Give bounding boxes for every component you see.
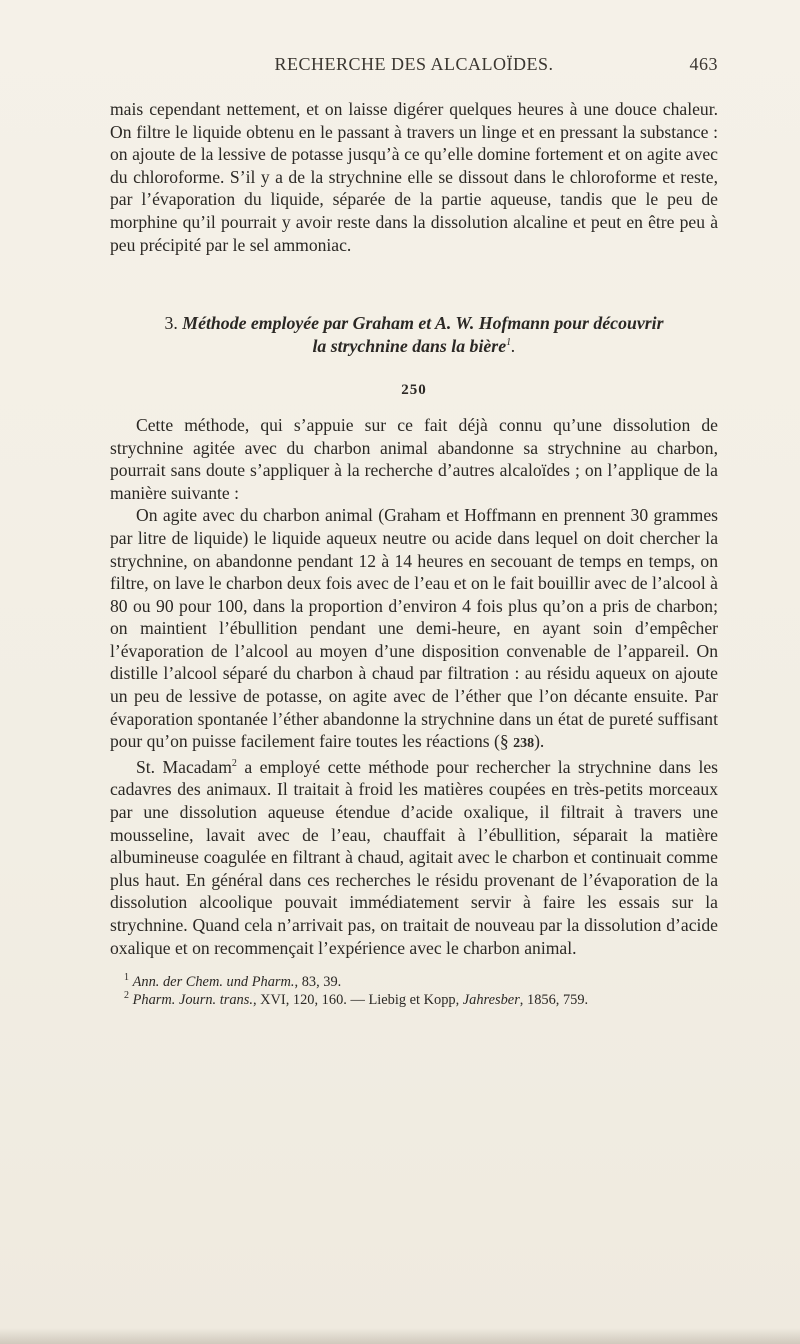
section-reference: 238 (513, 736, 535, 752)
page-body (110, 98, 718, 1009)
paragraph-macadam (110, 756, 718, 959)
running-head-title: RECHERCHE DES ALCALOÏDES. (274, 54, 554, 74)
footnote (110, 991, 718, 1009)
footnote-source: Jahresber (462, 992, 520, 1009)
paragraph-continuation: mais cependant nettement, et on laisse digérer quelques heures à une douce chaleur. On filtre le liquide obtenu en le passant à travers un linge et en pressant la substance : on ajoute de la lessive de potasse jusqu’à ce qu’elle domine fortement et on agite avec du chloroforme. S’il y a de la strychnine elle se dissout dans le chloroforme et reste, par l’évaporation du liquide, séparée de la partie aqueuse, tandis que le peu de morphine qu’il pourrait y avoir reste dans la dissolution alcaline et peut en être peu à peu précipité par le sel ammoniac. (110, 99, 718, 255)
section-heading (110, 312, 718, 357)
footnotes (110, 973, 718, 1009)
procedure-text-end: ). (534, 731, 545, 752)
footnote-number: 2 (124, 990, 129, 1002)
section-heading-number: 3. (164, 313, 178, 334)
running-head (110, 54, 718, 80)
footnote-detail: , 1856, 759. (519, 992, 589, 1009)
footnote-detail: , XVI, 120, 160. — Liebig et Kopp, (252, 992, 463, 1009)
footnote-source: Pharm. Journ. trans. (132, 992, 253, 1009)
page-edge-shadow (0, 1328, 800, 1344)
section-heading-text: Méthode employée par (182, 313, 353, 334)
section-heading-line2: la strychnine dans la bière (312, 335, 507, 356)
footnote (110, 973, 718, 991)
footnote-marker: 2 (231, 757, 237, 769)
footnote-number: 1 (124, 972, 129, 984)
section-heading-text-end: pour découvrir (549, 313, 664, 334)
footnote-marker: 1 (506, 336, 512, 348)
footnote-detail: , 83, 39. (294, 974, 342, 991)
section-heading-period: . (511, 335, 516, 356)
paragraph-method: Cette méthode, qui s’appuie sur ce fait déjà connu qu’une dissolution de strychnine agitée avec du charbon animal abandonne sa strychnine au charbon, pourrait sans doute s’appliquer à la recherche d’autres alcaloïdes ; on l’applique de la manière suivante : (110, 414, 718, 503)
section-heading-authors: Graham et A. W. Hofmann (352, 313, 550, 334)
macadam-text: a employé cette méthode pour rechercher la strychnine dans les cadavres des animaux. Il traitait à froid les matières coupées en très-petits morceaux par une dissolution aqueuse étendue d’acide oxalique, il filtrait à travers une mousseline, lavait avec de l’eau, chauffait à l’ébullition, séparait la matière albumineuse coagulée en filtrant à chaud, agitait avec le charbon et continuait comme plus haut. En général dans ces recherches le résidu provenant de l’évaporation de la dissolution alcoolique pouvait immédiatement servir à faire les essais sur la strychnine. Quand cela n’arrivait pas, on traitait de nouveau par la dissolution d’acide oxalique et on recommençait l’expérience avec le charbon animal. (110, 756, 718, 958)
footnote-source: Ann. der Chem. und Pharm. (132, 974, 295, 991)
paragraph-procedure (110, 504, 718, 756)
macadam-name: St. Macadam (136, 756, 232, 777)
page-number: 463 (689, 54, 718, 74)
paragraph-number: 250 (401, 382, 427, 399)
procedure-text: On agite avec du charbon animal (Graham et Hoffmann en prennent 30 grammes par litre de liquide) le liquide aqueux neutre ou acide dans lequel on doit chercher la strychnine, on abandonne pendant 12 à 14 heures en secouant de temps en temps, on filtre, on lave le charbon deux fois avec de l’eau et on le fait bouillir avec de l’alcool à 80 ou 90 pour 100, dans la proportion d’environ 4 fois plus qu’on a pris de charbon; on maintient l’ébullition pendant une demi-heure, en ayant soin d’empêcher l’évaporation de l’alcool au moyen d’une disposition convenable de l’appareil. On distille l’alcool séparé du charbon à chaud par filtration : au résidu aqueux on ajoute un peu de lessive de potasse, on agite avec de l’éther que l’on décante ensuite. Par évaporation spontanée l’éther abandonne la strychnine dans un état de pureté suffisant pour qu’on puisse facilement faire toutes les réactions (§ (110, 505, 718, 752)
